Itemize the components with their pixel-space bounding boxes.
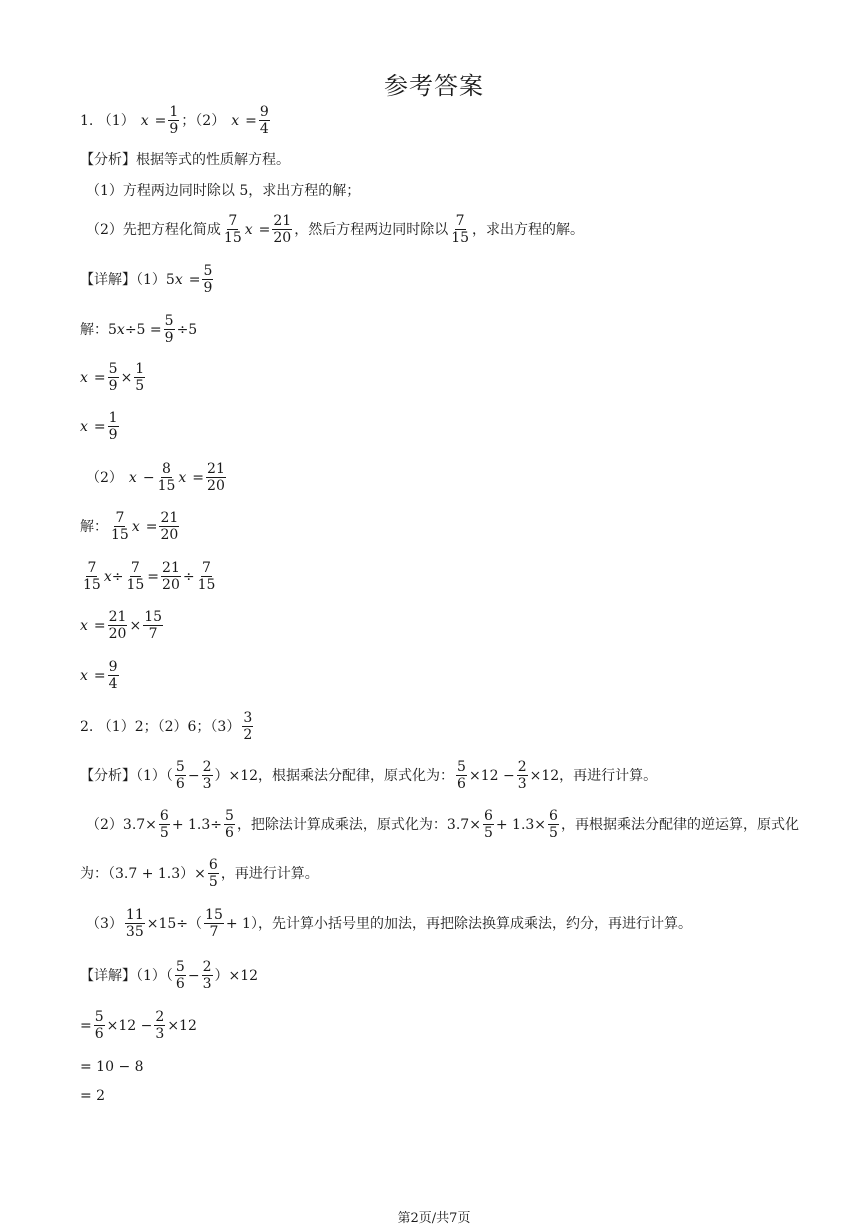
q2-detail-3: = 10 − 8	[80, 1059, 144, 1075]
q2-analysis-2: （2）3.7× $\frac{6}{5}$ + 1.3÷ $\frac{5}{6}$ ，把除法计算成乘法，原式化为：3.7× $\frac{6}{5}$ + 1.3× $\frac{6}{5}$ ，再根据乘法分配律的逆运算，原式化	[86, 808, 799, 842]
page-title: 参考答案	[384, 72, 484, 100]
q2-analysis-2b: 为：（3.7 + 1.3）× $\frac{6}{5}$ ，再进行计算。	[80, 857, 319, 891]
q1-detail-8: x = $\frac{21}{20}$ × $\frac{15}{7}$	[80, 609, 163, 643]
page-footer: 第2页/共7页	[397, 1211, 471, 1226]
q2-detail-2: = $\frac{5}{6}$ ×12 − $\frac{2}{3}$ ×12	[80, 1009, 197, 1043]
q1-analysis-step2: （2）先把方程化简成 $\frac{7}{15}$ x = $\frac{21}{20}$ ，然后方程两边同时除以 $\frac{7}{15}$ ，求出方程的解。	[86, 213, 585, 247]
q1-detail-7: $\frac{7}{15}$ x ÷ $\frac{7}{15}$ = $\frac{21}{20}$ ÷ $\frac{7}{15}$	[83, 560, 216, 594]
q1-analysis-step1: （1）方程两边同时除以 5，求出方程的解；	[86, 183, 361, 199]
q2-answer-line: 2. （1）2；（2）6；（3） $\frac{3}{2}$	[80, 710, 253, 744]
q2-detail-1: 【详解】（1）（ $\frac{5}{6}$ − $\frac{2}{3}$ ）×12	[80, 959, 259, 993]
q1-detail-1: 【详解】（1）5 x = $\frac{5}{9}$	[80, 263, 213, 297]
q2-analysis-3: （3） $\frac{11}{35}$ ×15÷（ $\frac{15}{7}$ + 1），先计算小括号里的加法，再把除法换算成乘法，约分，再进行计算。	[86, 907, 692, 941]
q2-detail-4: = 2	[80, 1088, 106, 1104]
q1-analysis: 【分析】根据等式的性质解方程。	[80, 152, 290, 168]
q2-analysis-1: 【分析】（1）（ $\frac{5}{6}$ − $\frac{2}{3}$ ）×12，根据乘法分配律，原式化为： $\frac{5}{6}$ ×12 − $\frac{2}{3}$ ×12，再进行计算。	[80, 759, 658, 793]
q1-detail-6: 解： $\frac{7}{15}$ x = $\frac{21}{20}$	[80, 510, 179, 544]
q1-detail-5: （2） x − $\frac{8}{15}$ x = $\frac{21}{20}$	[86, 461, 225, 495]
q1-detail-4: x = $\frac{1}{9}$	[80, 410, 118, 444]
fraction: $\frac{9}{4}$	[259, 104, 269, 138]
q1-detail-2: 解：5 x ÷5 = $\frac{5}{9}$ ÷5	[80, 313, 198, 347]
q1-answer-line: 1. （1） x = $\frac{1}{9}$ ；（2） x = $\frac{9}{4}$	[80, 104, 269, 138]
q1-detail-3: x = $\frac{5}{9}$ × $\frac{1}{5}$	[80, 361, 145, 395]
fraction: $\frac{1}{9}$	[169, 104, 179, 138]
q1-detail-9: x = $\frac{9}{4}$	[80, 659, 118, 693]
